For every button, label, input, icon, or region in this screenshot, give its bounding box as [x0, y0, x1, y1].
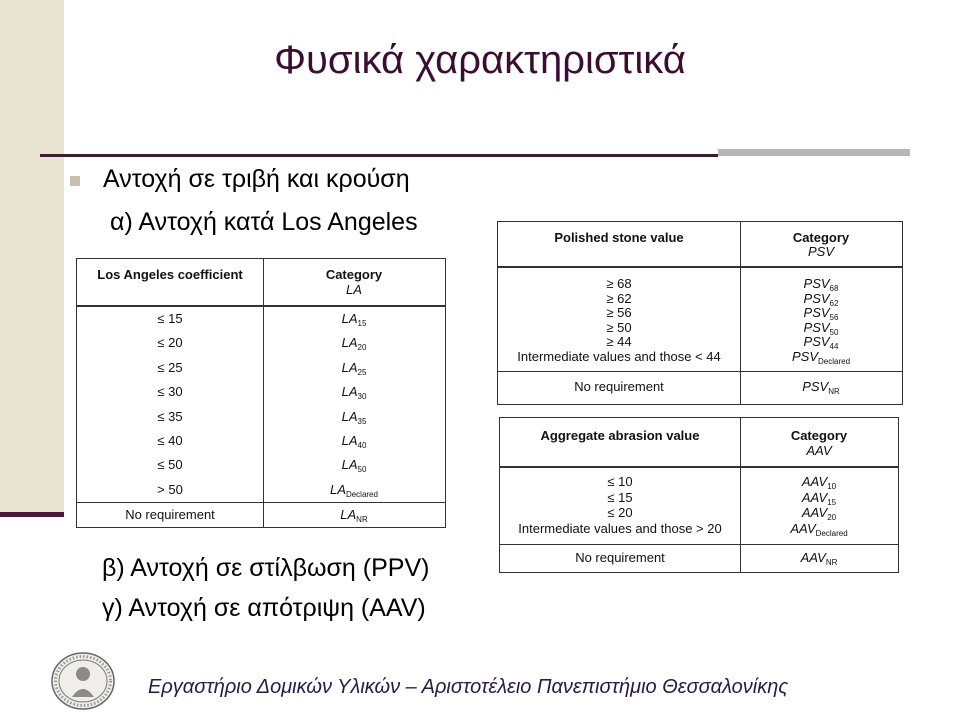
category-subscript: 40 [357, 441, 367, 450]
slide-title: Φυσικά χαρακτηριστικά [274, 38, 686, 82]
aav-table [499, 417, 899, 573]
category-subscript: 10 [827, 482, 837, 491]
footer-text: Εργαστήριο Δομικών Υλικών – Αριστοτέλειο Πανεπιστήμιο Θεσσαλονίκης [148, 676, 789, 698]
category-subscript: 44 [829, 342, 839, 352]
category-symbol: LA [330, 481, 346, 497]
category-symbol: AAV [801, 489, 828, 505]
la-no-requirement: No requirement [125, 507, 215, 522]
category-symbol: PSV [803, 334, 830, 350]
psv-row-category [740, 349, 902, 366]
category-symbol: LA [341, 359, 358, 375]
category-subscript: 15 [357, 319, 367, 328]
category-subscript: 50 [357, 465, 367, 475]
la-row-category [263, 409, 445, 426]
bullet-square-icon [70, 176, 80, 186]
psv-row-value: ≥ 50 [606, 319, 632, 335]
category-symbol: AAV [801, 474, 828, 489]
la-nr-subscript: NR [356, 515, 368, 524]
aav-table-row-rule [500, 544, 898, 545]
category-symbol: PSV [803, 319, 830, 335]
category-symbol: LA [341, 335, 358, 351]
psv-header-category: Category [792, 230, 850, 245]
aav-nr-symbol: AAV [800, 550, 826, 565]
category-subscript: 62 [829, 298, 839, 308]
category-subscript: 68 [829, 284, 839, 293]
psv-table-row-rule [498, 371, 902, 372]
category-subscript: 50 [829, 327, 839, 337]
la-header-left: Los Angeles coefficient [97, 267, 243, 282]
la-row-value: ≤ 40 [157, 433, 183, 448]
psv-row-value: ≥ 62 [606, 290, 632, 306]
category-subscript: 25 [357, 367, 367, 377]
la-row-value: ≤ 50 [157, 457, 183, 473]
category-subscript: 20 [357, 343, 367, 353]
aav-row-category [740, 521, 898, 538]
psv-row-value: ≥ 44 [606, 334, 632, 350]
category-symbol: PSV [791, 349, 818, 364]
category-subscript: 20 [827, 513, 837, 522]
aav-row-category [740, 490, 898, 507]
la-table-row-rule [77, 502, 445, 503]
aav-row-value: ≤ 10 [607, 474, 633, 489]
category-symbol: AAV [801, 505, 828, 520]
aav-header-symbol: AAV [806, 443, 832, 458]
psv-row-value: ≥ 68 [606, 276, 632, 291]
la-row-value: ≤ 35 [157, 408, 183, 424]
psv-no-requirement-category [740, 379, 902, 399]
psv-header-left: Polished stone value [554, 230, 684, 245]
aav-header-category: Category [790, 428, 848, 443]
la-no-requirement-category [263, 507, 445, 527]
la-row-value: > 50 [157, 481, 183, 497]
psv-no-requirement: No requirement [574, 379, 664, 394]
psv-table [497, 221, 903, 405]
la-row-value: ≤ 30 [157, 384, 183, 400]
category-symbol: LA [341, 457, 358, 473]
category-symbol: LA [341, 311, 358, 326]
aav-row-value: ≤ 15 [607, 489, 633, 505]
title-rule [40, 154, 718, 157]
psv-row-value: ≥ 56 [606, 305, 632, 321]
subpoint-b: β) Αντοχή σε στίλβωση (PPV) [102, 554, 430, 582]
category-subscript: Declared [815, 528, 848, 538]
la-header-symbol: LA [346, 282, 362, 297]
aav-header-left: Aggregate abrasion value [540, 428, 700, 443]
la-row-category [263, 433, 445, 450]
category-subscript: 15 [827, 497, 837, 507]
psv-nr-symbol: PSV [802, 379, 829, 394]
la-table [76, 258, 446, 528]
la-row-category [263, 335, 445, 352]
category-subscript: 35 [357, 416, 367, 426]
category-symbol: LA [341, 433, 358, 448]
la-row-category [263, 457, 445, 474]
psv-header-symbol: PSV [807, 244, 834, 259]
la-row-category [263, 384, 445, 401]
psv-nr-subscript: NR [828, 387, 840, 396]
category-symbol: LA [341, 408, 358, 424]
la-nr-symbol: LA [340, 507, 357, 522]
bullet-text: Αντοχή σε τριβή και κρούση [103, 165, 410, 193]
category-subscript: 30 [357, 392, 367, 402]
psv-row-value: Intermediate values and those < 44 [517, 349, 721, 364]
la-header-category: Category [325, 267, 383, 282]
la-row-category [263, 311, 445, 328]
aav-row-category [740, 474, 898, 491]
category-symbol: PSV [803, 276, 830, 291]
aav-row-category [740, 505, 898, 522]
aav-row-value: Intermediate values and those > 20 [518, 520, 722, 536]
subpoint-a: α) Αντοχή κατά Los Angeles [110, 208, 418, 236]
la-row-value: ≤ 25 [157, 359, 183, 375]
la-row-value: ≤ 15 [157, 311, 183, 326]
la-row-value: ≤ 20 [157, 335, 183, 351]
title-rule-accent [718, 149, 910, 156]
left-decor-rule [0, 512, 64, 517]
aav-nr-subscript: NR [825, 558, 838, 567]
category-symbol: AAV [790, 520, 816, 536]
category-subscript: 56 [829, 313, 839, 323]
aav-row-value: ≤ 20 [607, 505, 633, 520]
category-subscript: Declared [818, 357, 851, 366]
category-subscript: Declared [345, 489, 378, 499]
university-seal-logo [50, 651, 116, 711]
aav-no-requirement: No requirement [575, 550, 665, 565]
category-symbol: PSV [803, 305, 830, 321]
la-row-category [263, 482, 445, 499]
subpoint-c: γ) Αντοχή σε απότριψη (AAV) [102, 594, 426, 622]
aav-no-requirement-category [740, 550, 898, 570]
category-symbol: PSV [803, 290, 830, 306]
category-symbol: LA [341, 384, 358, 400]
la-row-category [263, 360, 445, 377]
